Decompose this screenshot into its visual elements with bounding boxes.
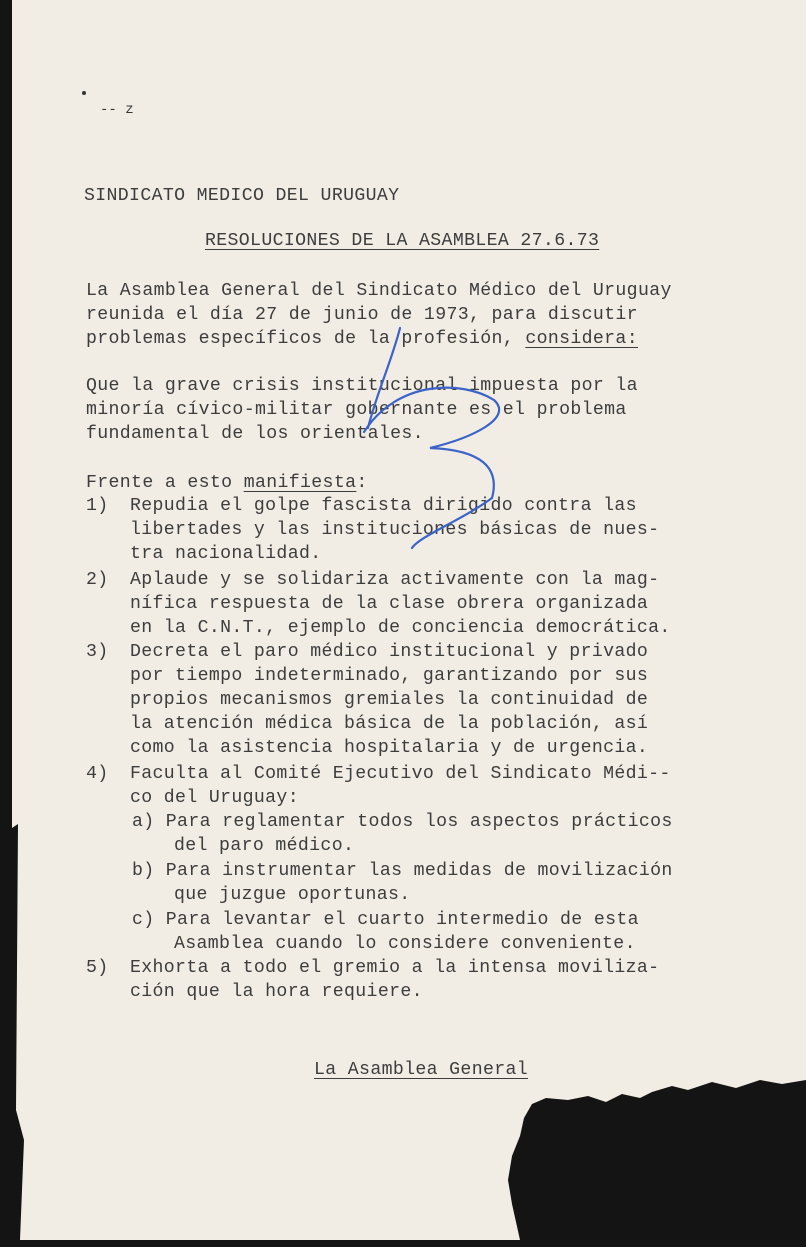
document-title: RESOLUCIONES DE LA ASAMBLEA 27.6.73 (205, 231, 600, 251)
item-3-line-5: como la asistencia hospitalaria y de urgencia. (130, 738, 649, 758)
subitem-c-line-1: c) Para levantar el cuarto intermedio de esta (132, 910, 639, 930)
organization-heading: SINDICATO MEDICO DEL URUGUAY (84, 186, 400, 206)
corner-mark: -- z (100, 102, 134, 118)
item-1-line-1: Repudia el golpe fascista dirigido contra las (130, 496, 637, 516)
item-2-number: 2) (86, 570, 109, 590)
intro-line-1: La Asamblea General del Sindicato Médico del Uruguay (86, 281, 672, 301)
item-3-line-4: la atención médica básica de la población, así (130, 714, 649, 734)
item-5-line-2: ción que la hora requiere. (130, 982, 423, 1002)
item-2-line-1: Aplaude y se solidariza activamente con la mag- (130, 570, 660, 590)
frente-text: Frente a esto (86, 473, 244, 493)
crisis-line-2: minoría cívico-militar gobernante es el problema (86, 400, 627, 420)
intro-line-3-text: problemas específicos de la profesión, (86, 329, 526, 349)
subitem-c-line-2: Asamblea cuando lo considere conveniente. (174, 934, 636, 954)
item-1-line-2: libertades y las instituciones básicas de nues- (130, 520, 660, 540)
crisis-line-3: fundamental de los orientales. (86, 424, 424, 444)
item-1-number: 1) (86, 496, 109, 516)
manifiesta-word: manifiesta (243, 473, 357, 493)
item-3-number: 3) (86, 642, 109, 662)
subitem-a-line-2: del paro médico. (174, 836, 355, 856)
signature-line: La Asamblea General (314, 1060, 529, 1080)
item-5-line-1: Exhorta a todo el gremio a la intensa moviliza- (130, 958, 660, 978)
item-3-line-3: propios mecanismos gremiales la continuidad de (130, 690, 649, 710)
item-4-line-2: co del Uruguay: (130, 788, 299, 808)
crisis-line-1: Que la grave crisis institucional impuesta por la (86, 376, 638, 396)
item-4-line-1: Faculta al Comité Ejecutivo del Sindicato Médi-- (130, 764, 671, 784)
item-2-line-2: nífica respuesta de la clase obrera organizada (130, 594, 649, 614)
subitem-b-line-1: b) Para instrumentar las medidas de movilización (132, 861, 673, 881)
item-1-line-3: tra nacionalidad. (130, 544, 322, 564)
item-3-line-2: por tiempo indeterminado, garantizando por sus (130, 666, 649, 686)
considera-word: considera: (525, 329, 638, 349)
subitem-b-line-2: que juzgue oportunas. (174, 885, 411, 905)
item-5-number: 5) (86, 958, 109, 978)
torn-corner (12, 0, 806, 1240)
item-2-line-3: en la C.N.T., ejemplo de conciencia democrática. (130, 618, 671, 638)
item-3-line-1: Decreta el paro médico institucional y privado (130, 642, 649, 662)
intro-line-2: reunida el día 27 de junio de 1973, para discutir (86, 305, 638, 325)
frente-colon: : (356, 473, 368, 493)
item-4-number: 4) (86, 764, 109, 784)
document-page (12, 0, 806, 1240)
subitem-a-line-1: a) Para reglamentar todos los aspectos prácticos (132, 812, 673, 832)
